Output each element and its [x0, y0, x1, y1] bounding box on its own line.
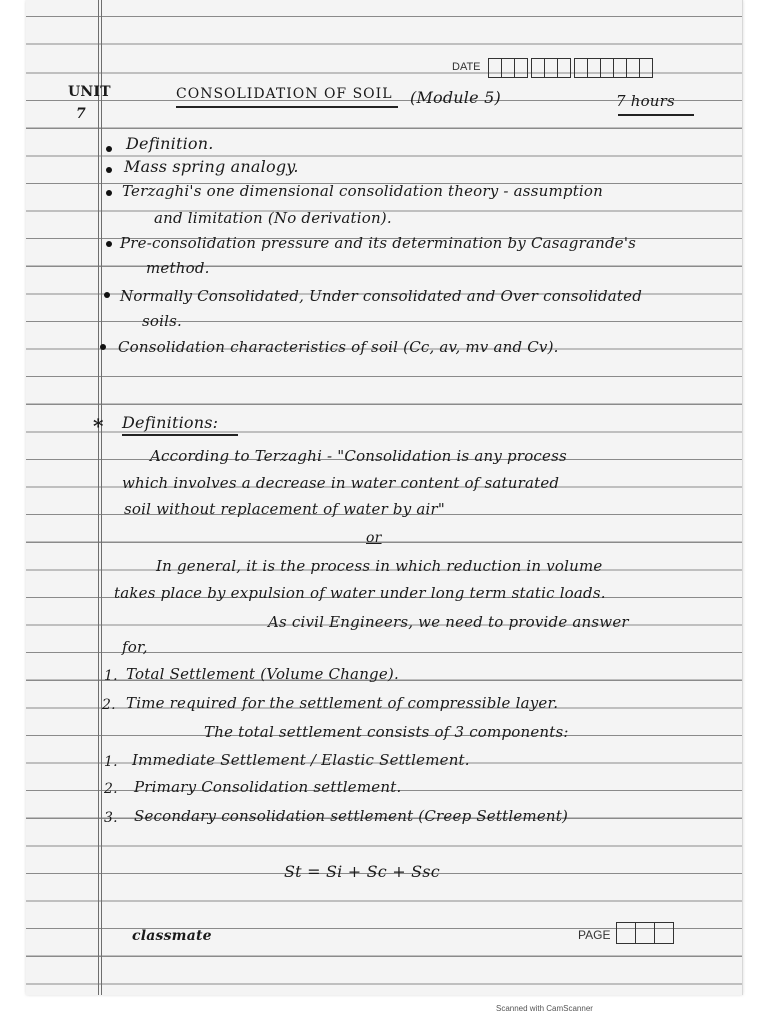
- bullet-dot: [106, 190, 112, 196]
- syllabus-item-continued: soils.: [142, 312, 182, 330]
- definitions-heading: Definitions:: [122, 413, 219, 432]
- components-intro: The total settlement consists of 3 components:: [204, 723, 569, 741]
- terzaghi-line: soil without replacement of water by air": [124, 500, 445, 518]
- answer-text: Total Settlement (Volume Change).: [126, 665, 399, 683]
- syllabus-item: Definition.: [126, 134, 214, 153]
- bullet-dot: [100, 344, 106, 350]
- syllabus-item: Normally Consolidated, Under consolidated and Over consolidated: [120, 287, 642, 305]
- syllabus-item: Consolidation characteristics of soil (Cc, av, mv and Cv).: [118, 338, 559, 356]
- unit-label: UNIT: [68, 84, 111, 100]
- syllabus-item: Mass spring analogy.: [124, 157, 299, 176]
- date-label: DATE: [452, 61, 481, 73]
- general-line: takes place by expulsion of water under long term static loads.: [114, 584, 606, 602]
- title-underline: [176, 106, 398, 108]
- bullet-dot: [106, 167, 112, 173]
- page-number-boxes: [616, 922, 674, 944]
- component-text: Secondary consolidation settlement (Creep Settlement): [134, 807, 569, 825]
- answer-text: Time required for the settlement of compressible layer.: [126, 694, 559, 712]
- component-number: 1.: [104, 754, 118, 770]
- answer-number: 1.: [104, 668, 118, 684]
- unit-number: 7: [76, 106, 86, 122]
- component-text: Immediate Settlement / Elastic Settlement.: [132, 751, 470, 769]
- star-marker: *: [93, 414, 104, 438]
- bullet-dot: [104, 292, 110, 298]
- syllabus-item-continued: method.: [146, 259, 210, 277]
- syllabus-item: Terzaghi's one dimensional consolidation theory - assumption: [122, 182, 604, 200]
- component-number: 2.: [104, 781, 118, 797]
- bullet-dot: [106, 146, 112, 152]
- hours-underline: [618, 114, 694, 116]
- engineers-line: for,: [122, 638, 148, 656]
- general-line: In general, it is the process in which reduction in volume: [156, 557, 603, 575]
- module-label: (Module 5): [410, 88, 501, 107]
- bullet-dot: [106, 241, 112, 247]
- syllabus-item: Pre-consolidation pressure and its determination by Casagrande's: [120, 234, 637, 252]
- heading-underline: [122, 434, 238, 436]
- classmate-brand: classmate: [132, 928, 212, 944]
- margin-line-right: [101, 0, 102, 995]
- margin-line-left: [98, 0, 99, 995]
- scanner-watermark: Scanned with CamScanner: [496, 1004, 593, 1013]
- page-label: PAGE: [578, 928, 611, 942]
- syllabus-item-continued: and limitation (No derivation).: [154, 209, 392, 227]
- or-separator: or: [366, 530, 382, 546]
- answer-number: 2.: [102, 697, 116, 713]
- terzaghi-line: which involves a decrease in water content of saturated: [122, 474, 560, 492]
- terzaghi-line: According to Terzaghi - "Consolidation is any process: [150, 447, 567, 465]
- component-number: 3.: [104, 810, 118, 826]
- hours-label: 7 hours: [616, 92, 675, 110]
- settlement-formula: St = Si + Sc + Ssc: [284, 862, 440, 881]
- engineers-line: As civil Engineers, we need to provide answer: [268, 613, 629, 631]
- page-title: CONSOLIDATION OF SOIL: [176, 86, 393, 102]
- component-text: Primary Consolidation settlement.: [134, 778, 402, 796]
- date-boxes: [488, 58, 653, 78]
